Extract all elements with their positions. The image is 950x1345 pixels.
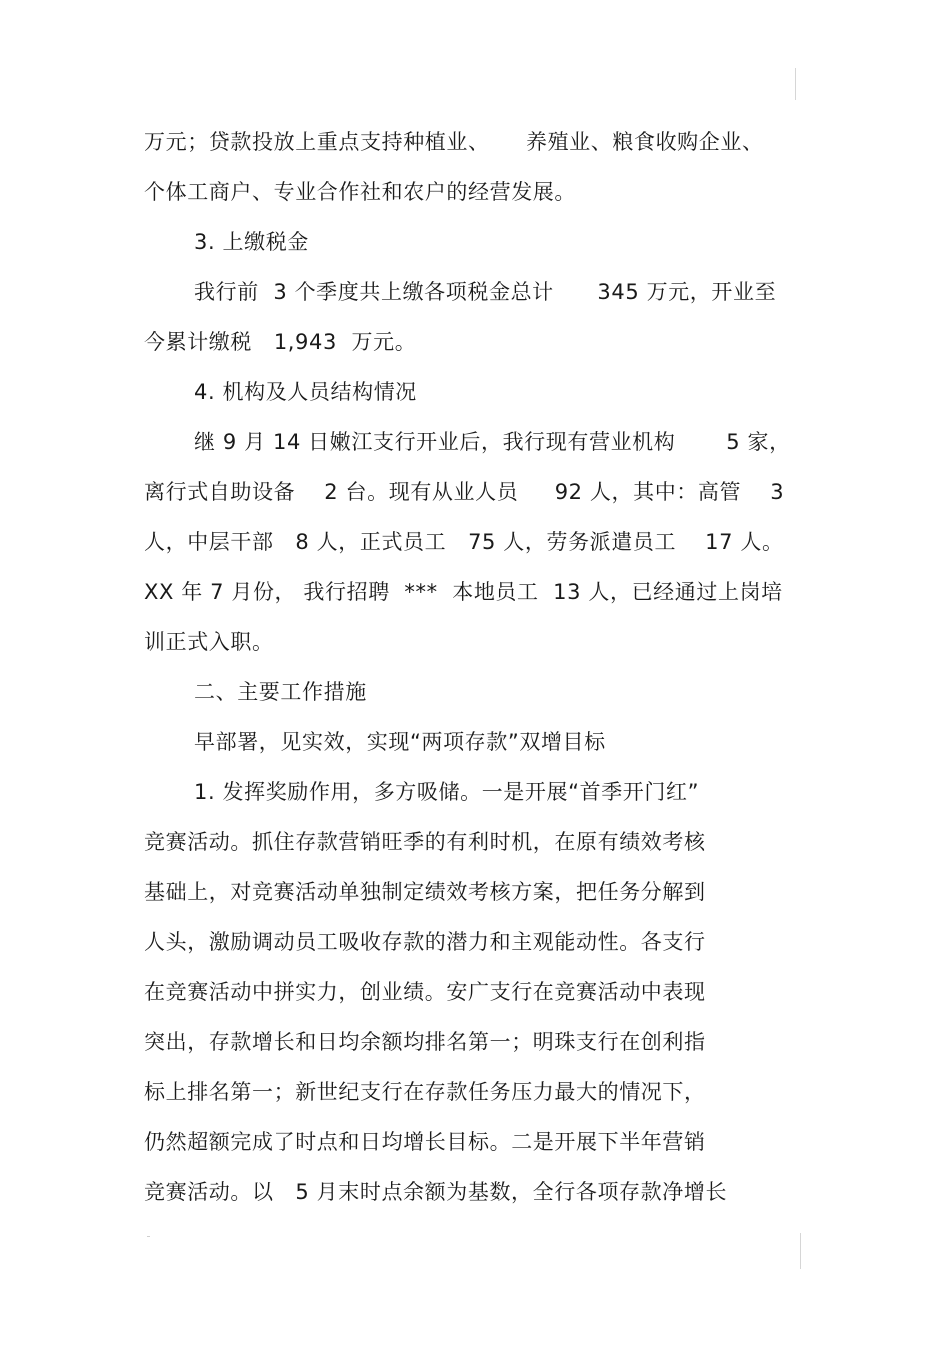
text-line-17: 人头，激励调动员工吸收存款的潜力和主观能动性。各支行 bbox=[144, 930, 706, 954]
text-line-14: 1. 发挥奖励作用，多方吸储。一是开展“首季开门红” bbox=[194, 780, 700, 804]
page-dot-mark bbox=[147, 1236, 150, 1237]
text-line-2: 个体工商户、专业合作社和农户的经营发展。 bbox=[144, 180, 576, 204]
text-line-10: XX 年 7 月份， 我行招聘 *** 本地员工 13 人，已经通过上岗培 bbox=[144, 580, 783, 604]
text-line-22: 竞赛活动。以 5 月末时点余额为基数，全行各项存款净增长 bbox=[144, 1180, 728, 1204]
page-edge-mark-top bbox=[795, 68, 796, 100]
section-heading-4: 4. 机构及人员结构情况 bbox=[194, 380, 417, 404]
text-line-19: 突出，存款增长和日均余额均排名第一；明珠支行在创利指 bbox=[144, 1030, 706, 1054]
text-line-20: 标上排名第一；新世纪支行在存款任务压力最大的情况下， bbox=[144, 1080, 706, 1104]
text-line-11: 训正式入职。 bbox=[144, 630, 274, 654]
text-line-18: 在竞赛活动中拼实力，创业绩。安广支行在竞赛活动中表现 bbox=[144, 980, 706, 1004]
text-line-15: 竞赛活动。抓住存款营销旺季的有利时机，在原有绩效考核 bbox=[144, 830, 706, 854]
text-line-16: 基础上，对竞赛活动单独制定绩效考核方案，把任务分解到 bbox=[144, 880, 706, 904]
text-line-21: 仍然超额完成了时点和日均增长目标。二是开展下半年营销 bbox=[144, 1130, 706, 1154]
page-edge-mark-bottom bbox=[800, 1233, 801, 1269]
chapter-heading-2: 二、主要工作措施 bbox=[194, 680, 367, 704]
text-line-8: 离行式自助设备 2 台。现有从业人员 92 人，其中：高管 3 bbox=[144, 480, 785, 504]
subheading: 早部署，见实效，实现“两项存款”双增目标 bbox=[194, 730, 606, 754]
text-line-7: 继 9 月 14 日嫩江支行开业后，我行现有营业机构 5 家， bbox=[194, 430, 791, 454]
text-line-5: 今累计缴税 1,943 万元。 bbox=[144, 330, 417, 354]
text-line-9: 人，中层干部 8 人，正式员工 75 人，劳务派遣员工 17 人。 bbox=[144, 530, 784, 554]
section-heading-3: 3. 上缴税金 bbox=[194, 230, 309, 254]
text-line-4: 我行前 3 个季度共上缴各项税金总计 345 万元，开业至 bbox=[194, 280, 777, 304]
text-line-1: 万元；贷款投放上重点支持种植业、 养殖业、粮食收购企业、 bbox=[144, 130, 764, 154]
